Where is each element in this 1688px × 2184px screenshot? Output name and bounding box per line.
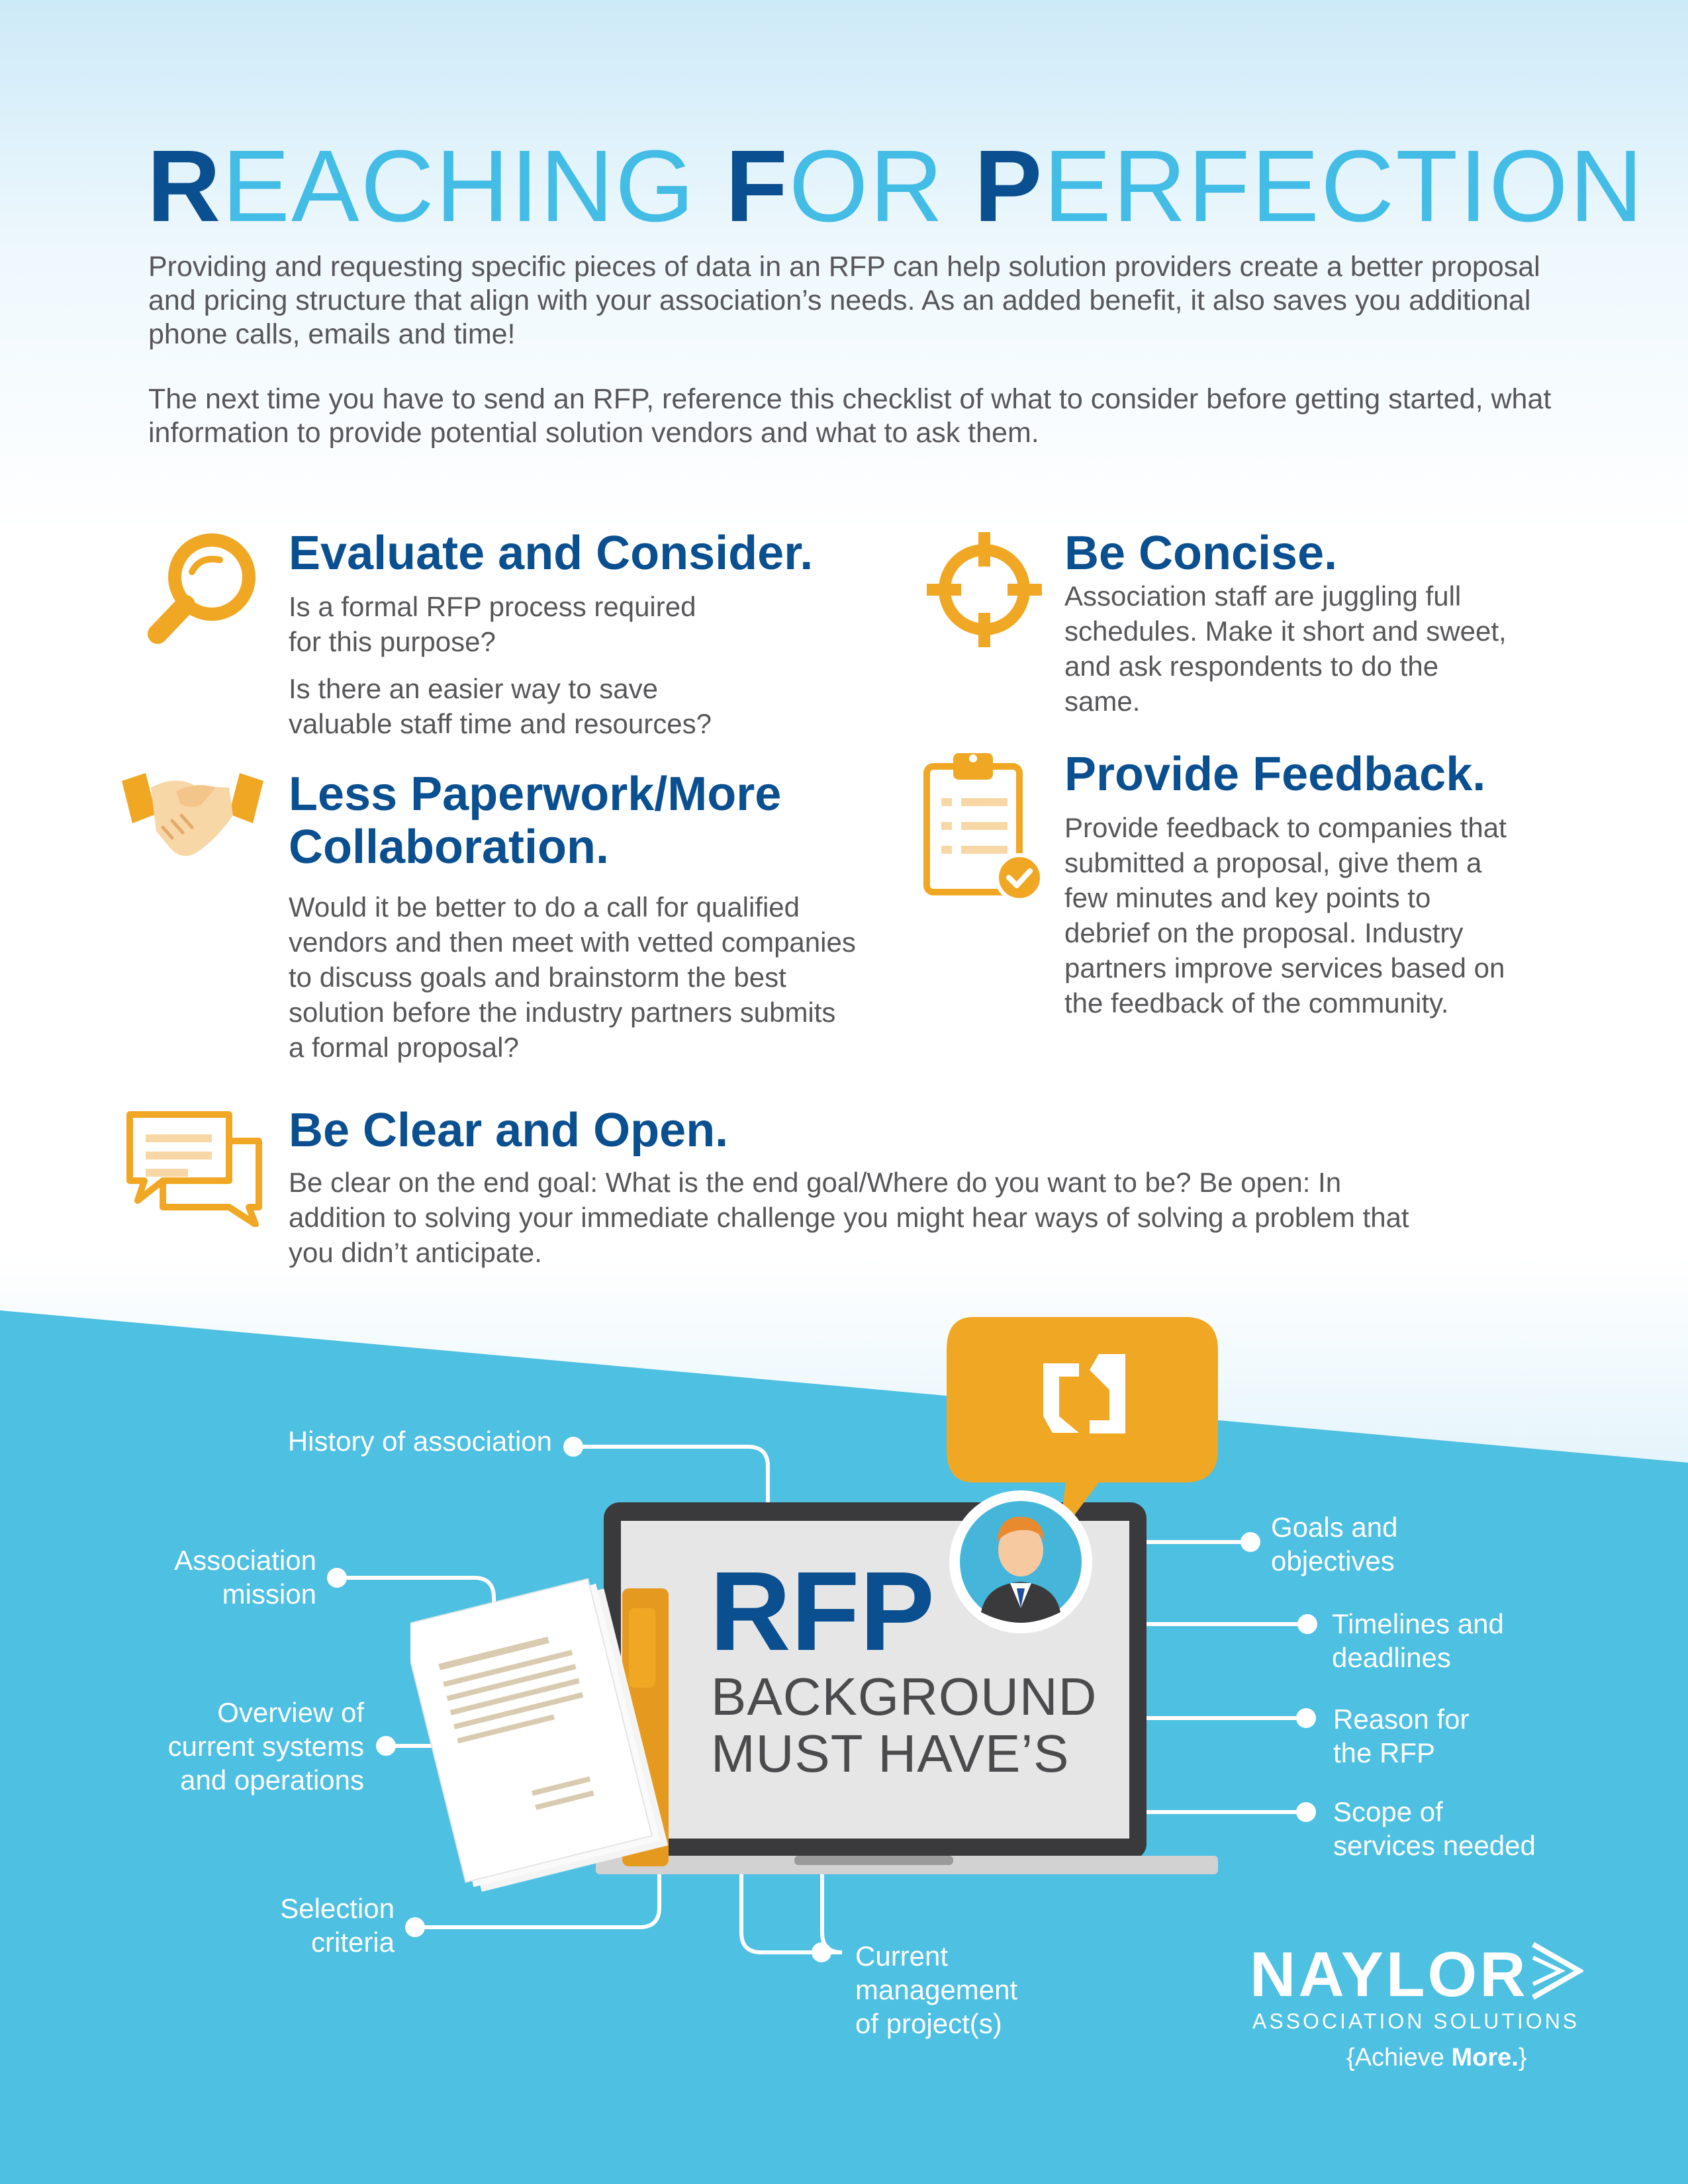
label-scope-line-1: Scope of [1333,1796,1443,1827]
concise-title: Be Concise. [1064,527,1338,580]
speech-bubble-avatar [947,1317,1225,1688]
feedback-text: Provide feedback to companies that submitted a proposal, give them a few minutes and key points to debrief on the proposal. Industry partners improve services based on the feedback of the community. [1064,812,1507,1019]
evaluate-text-2: Is there an easier way to save valuable staff time and resources? [289,673,712,739]
title-cap-f: F [725,129,789,243]
label-timelines [1332,1607,1557,1674]
label-reason [1333,1702,1532,1770]
label-overview-line-3: and operations [180,1764,364,1796]
dot-overview [376,1736,396,1756]
dot-reason [1296,1708,1316,1728]
label-current-line-2: management [855,1974,1018,2005]
dot-history [563,1437,583,1457]
label-goals-line-1: Goals and [1271,1512,1398,1543]
title-cap-p: P [974,129,1044,243]
label-current-line-1: Current [855,1940,949,1972]
evaluate-title: Evaluate and Consider. [289,527,814,580]
intro-paragraph-2: The next time you have to send an RFP, reference this checklist of what to consider before getting started, what information to provide potential solution vendors and what to ask them. [148,383,1552,449]
label-overview-line-2: current systems [167,1731,364,1762]
label-selection-line-1: Selection [280,1893,395,1924]
title-rest-1: EACHING [222,129,726,243]
label-scope [1333,1795,1585,1862]
dot-scope [1296,1802,1316,1822]
dot-mission [327,1568,347,1588]
naylor-logo: NAYLOR [1250,1939,1528,2010]
label-mission-line-1: Association [174,1545,316,1576]
clear-text: Be clear on the end goal: What is the end goal/Where do you want to be? Be open: In addition to solving your immediate challenge you might hear ways of solving a problem that you didn’t anticipate. [289,1167,1409,1268]
label-selection [199,1891,395,1959]
dot-selection [405,1917,425,1937]
label-history: History of association [287,1426,552,1457]
label-overview-line-1: Overview of [217,1697,364,1728]
documents-illustration [410,1569,728,1926]
feedback-title: Provide Feedback. [1064,748,1486,801]
label-mission [132,1543,316,1611]
label-timelines-line-2: deadlines [1332,1642,1451,1673]
paperwork-title-line-1: Less Paperwork/More [289,768,782,821]
label-scope-line-2: services needed [1333,1830,1536,1861]
label-goals-line-2: objectives [1271,1545,1395,1576]
dot-timelines [1297,1614,1317,1634]
tagline-bold: More. [1451,2044,1519,2071]
title-rest-3: ERFECTION [1043,129,1645,243]
label-current [855,1939,1080,2040]
paperwork-text: Would it be better to do a call for qualified vendors and then meet with vetted companies to discuss goals and brainstorm the best solution before the industry partners submits a formal proposal? [289,891,856,1063]
label-selection-line-2: criteria [310,1927,395,1958]
label-goals [1271,1510,1470,1578]
tagline-open: {Achieve [1346,2044,1452,2071]
label-mission-line-2: mission [222,1578,316,1610]
rfp-heading: RFP [710,1549,935,1674]
label-reason-line-1: Reason for [1333,1704,1470,1735]
clear-title: Be Clear and Open. [289,1104,729,1157]
label-current-line-3: of project(s) [855,2008,1002,2039]
tagline-close: } [1518,2044,1527,2071]
title-rest-2: OR [788,129,974,243]
rfp-line-1: BACKGROUND [711,1667,1098,1726]
rfp-line-2: MUST HAVE’S [711,1724,1070,1783]
label-timelines-line-1: Timelines and [1332,1608,1504,1639]
concise-text: Association staff are juggling full schedules. Make it short and sweet, and ask respondents to do the same. [1064,580,1507,717]
evaluate-text-1: Is a formal RFP process required for this purpose? [289,591,696,657]
title-cap-r: R [147,129,222,243]
label-reason-line-2: the RFP [1333,1737,1436,1768]
intro-paragraph-1: Providing and requesting specific pieces of data in an RFP can help solution providers create a better proposal and pricing structure that align with your association’s needs. As an added benefit, it also saves you additional phone calls, emails and time! [148,251,1540,350]
naylor-arrow-icon [1530,1942,1583,2001]
dot-goals [1241,1532,1260,1552]
paperwork-title-line-2: Collaboration. [289,821,609,874]
dot-current [812,1942,831,1962]
label-overview [132,1696,364,1797]
naylor-tagline [1346,2042,1527,2073]
naylor-subtitle: ASSOCIATION SOLUTIONS [1252,2009,1580,2033]
